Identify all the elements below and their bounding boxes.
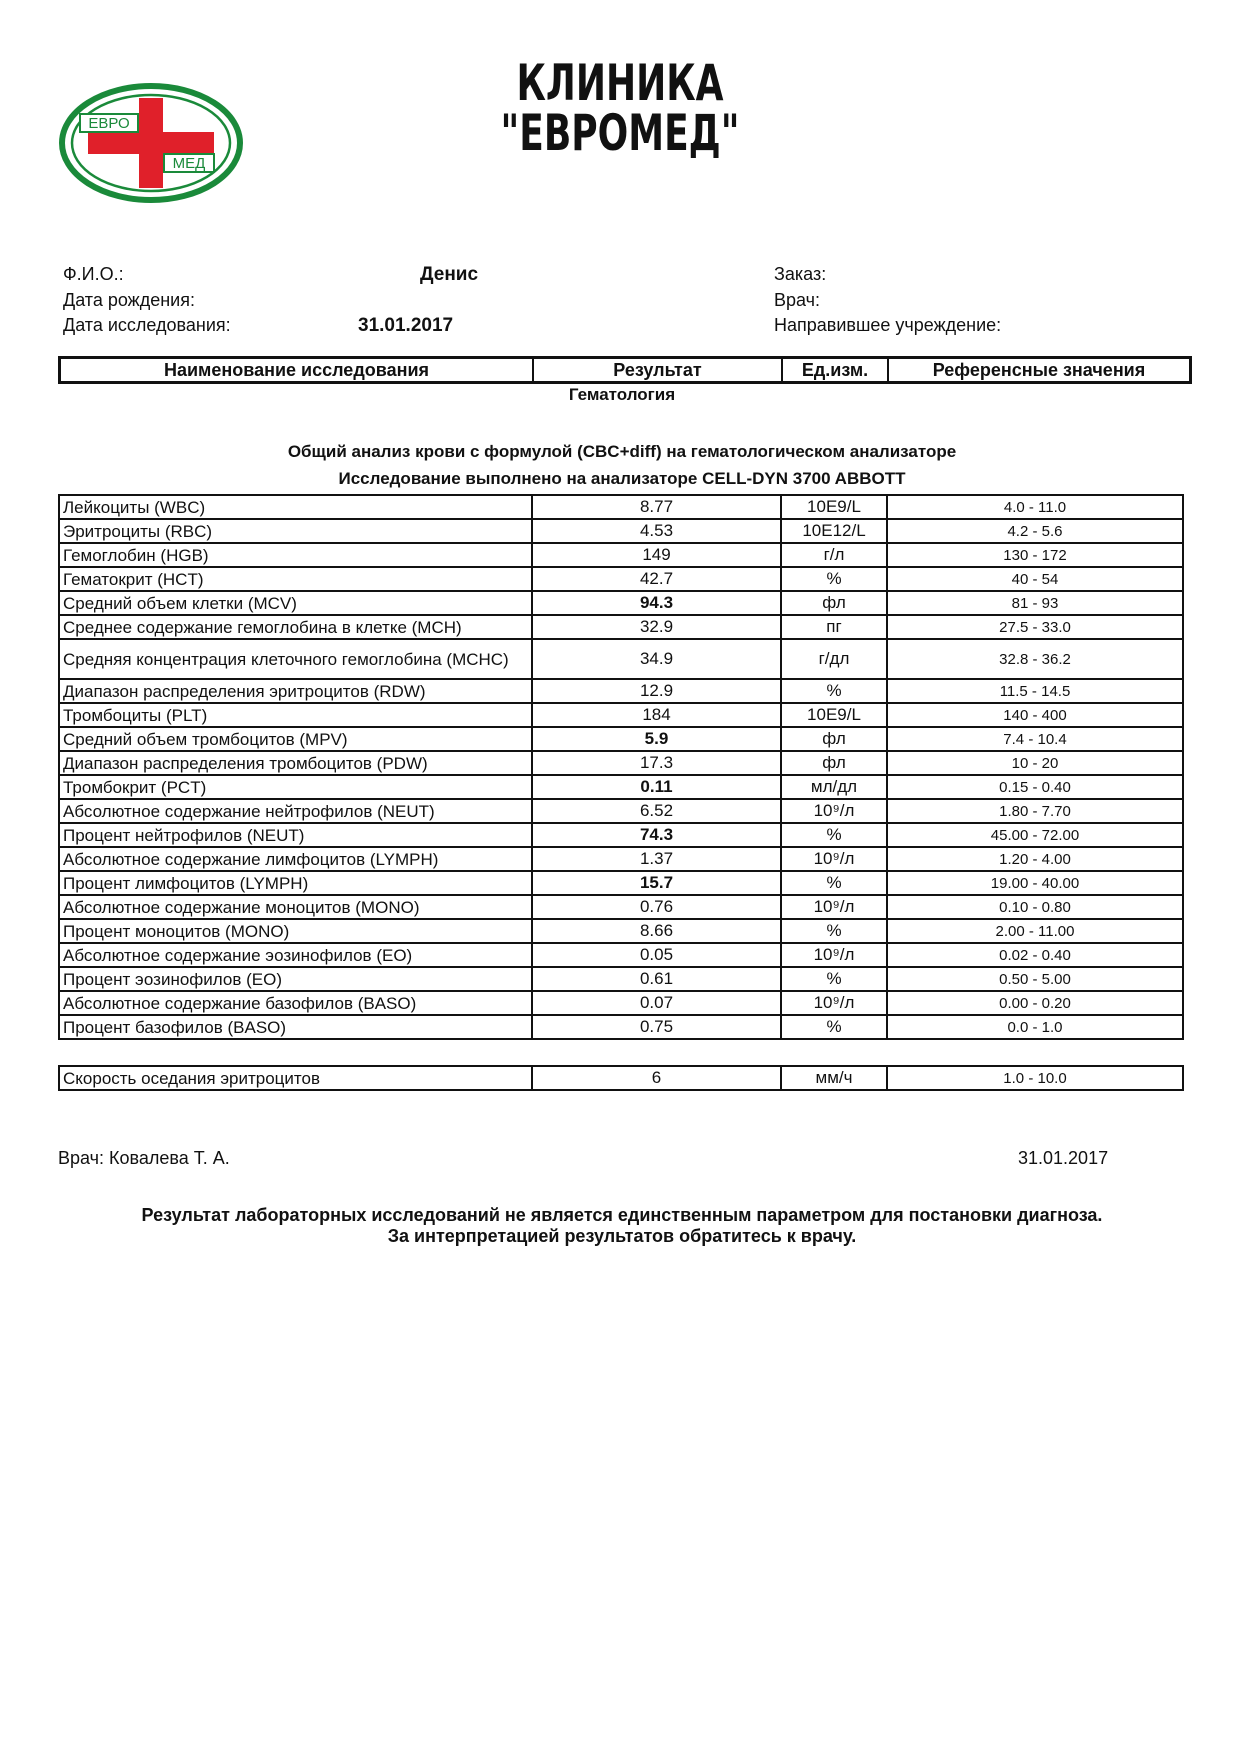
- test-result: 184: [532, 703, 781, 727]
- test-unit: фл: [781, 751, 887, 775]
- test-unit: 10⁹/л: [781, 847, 887, 871]
- results-table: [58, 494, 1184, 1040]
- disclaimer: [58, 1205, 1186, 1247]
- test-unit: %: [781, 1015, 887, 1039]
- clinic-title-line2: "ЕВРОМЕД": [500, 104, 740, 162]
- clinic-logo: [58, 82, 244, 204]
- logo-text-bottom: МЕД: [172, 155, 206, 172]
- section-title: Гематология: [568, 385, 676, 404]
- test-name: Абсолютное содержание базофилов (BASO): [59, 991, 532, 1015]
- esr-name: Скорость оседания эритроцитов: [59, 1066, 532, 1090]
- test-name: Процент эозинофилов (EO): [59, 967, 532, 991]
- test-unit: г/дл: [781, 639, 887, 679]
- table-row: [59, 727, 1183, 751]
- disclaimer-line2: За интерпретацией результатов обратитесь к врачу.: [387, 1226, 857, 1246]
- test-reference: 45.00 - 72.00: [887, 823, 1183, 847]
- test-name: Гематокрит (HCT): [59, 567, 532, 591]
- test-reference: 1.20 - 4.00: [887, 847, 1183, 871]
- table-row: [59, 1015, 1183, 1039]
- test-unit: %: [781, 967, 887, 991]
- test-reference: 0.50 - 5.00: [887, 967, 1183, 991]
- test-unit: г/л: [781, 543, 887, 567]
- test-name: Процент нейтрофилов (NEUT): [59, 823, 532, 847]
- test-reference: 0.10 - 0.80: [887, 895, 1183, 919]
- esr-row: [59, 1066, 1183, 1090]
- date-label: Дата исследования:: [63, 315, 231, 335]
- test-reference: 4.0 - 11.0: [887, 495, 1183, 519]
- test-result: 34.9: [532, 639, 781, 679]
- referrer-label: Направившее учреждение:: [774, 315, 1002, 335]
- signature-date: 31.01.2017: [1018, 1148, 1109, 1168]
- test-unit: %: [781, 919, 887, 943]
- test-result: 8.77: [532, 495, 781, 519]
- test-unit: 10⁹/л: [781, 991, 887, 1015]
- test-reference: 10 - 20: [887, 751, 1183, 775]
- test-name: Процент лимфоцитов (LYMPH): [59, 871, 532, 895]
- test-unit: %: [781, 567, 887, 591]
- test-result: 0.76: [532, 895, 781, 919]
- test-result: 0.05: [532, 943, 781, 967]
- test-reference: 7.4 - 10.4: [887, 727, 1183, 751]
- doctor-signature: Врач: Ковалева Т. А.: [58, 1148, 230, 1168]
- test-reference: 32.8 - 36.2: [887, 639, 1183, 679]
- test-unit: фл: [781, 591, 887, 615]
- test-unit: 10E9/L: [781, 703, 887, 727]
- table-header: [58, 356, 1192, 384]
- table-row: [59, 679, 1183, 703]
- test-result: 15.7: [532, 871, 781, 895]
- test-reference: 140 - 400: [887, 703, 1183, 727]
- test-unit: %: [781, 679, 887, 703]
- test-name: Процент моноцитов (MONO): [59, 919, 532, 943]
- test-name: Тромбокрит (PCT): [59, 775, 532, 799]
- table-row: [59, 639, 1183, 679]
- test-result: 74.3: [532, 823, 781, 847]
- test-name: Средняя концентрация клеточного гемоглобина (MCHC): [59, 639, 532, 679]
- esr-unit: мм/ч: [781, 1066, 887, 1090]
- test-unit: 10E12/L: [781, 519, 887, 543]
- table-row: [59, 615, 1183, 639]
- column-header-reference: Референсные значения: [932, 360, 1146, 380]
- test-unit: 10⁹/л: [781, 799, 887, 823]
- column-header-name: Наименование исследования: [61, 359, 534, 381]
- test-unit: пг: [781, 615, 887, 639]
- test-name: Абсолютное содержание нейтрофилов (NEUT): [59, 799, 532, 823]
- test-unit: мл/дл: [781, 775, 887, 799]
- table-row: [59, 495, 1183, 519]
- doctor-label: Врач:: [774, 290, 821, 310]
- test-name: Эритроциты (RBC): [59, 519, 532, 543]
- esr-table: [58, 1065, 1184, 1091]
- test-reference: 19.00 - 40.00: [887, 871, 1183, 895]
- test-result: 1.37: [532, 847, 781, 871]
- test-unit: 10⁹/л: [781, 895, 887, 919]
- test-name: Абсолютное содержание лимфоцитов (LYMPH): [59, 847, 532, 871]
- table-row: [59, 967, 1183, 991]
- table-row: [59, 591, 1183, 615]
- test-result: 5.9: [532, 727, 781, 751]
- test-result: 42.7: [532, 567, 781, 591]
- table-row: [59, 919, 1183, 943]
- test-unit: %: [781, 871, 887, 895]
- date-value: 31.01.2017: [358, 315, 454, 336]
- test-reference: 27.5 - 33.0: [887, 615, 1183, 639]
- test-reference: 2.00 - 11.00: [887, 919, 1183, 943]
- test-reference: 0.0 - 1.0: [887, 1015, 1183, 1039]
- order-label: Заказ:: [774, 264, 827, 284]
- test-reference: 1.80 - 7.70: [887, 799, 1183, 823]
- table-row: [59, 943, 1183, 967]
- test-name: Диапазон распределения эритроцитов (RDW): [59, 679, 532, 703]
- test-name: Абсолютное содержание моноцитов (MONO): [59, 895, 532, 919]
- table-row: [59, 775, 1183, 799]
- esr-reference: 1.0 - 10.0: [887, 1066, 1183, 1090]
- test-reference: 4.2 - 5.6: [887, 519, 1183, 543]
- clinic-title: [490, 54, 749, 162]
- esr-value: 6: [532, 1066, 781, 1090]
- birth-label: Дата рождения:: [63, 290, 195, 310]
- test-name: Абсолютное содержание эозинофилов (EO): [59, 943, 532, 967]
- test-unit: %: [781, 823, 887, 847]
- test-reference: 40 - 54: [887, 567, 1183, 591]
- test-reference: 81 - 93: [887, 591, 1183, 615]
- table-row: [59, 895, 1183, 919]
- fio-label: Ф.И.О.:: [63, 264, 124, 284]
- test-name: Процент базофилов (BASO): [59, 1015, 532, 1039]
- table-row: [59, 871, 1183, 895]
- test-name: Средний объем клетки (MCV): [59, 591, 532, 615]
- test-reference: 0.00 - 0.20: [887, 991, 1183, 1015]
- test-result: 17.3: [532, 751, 781, 775]
- test-result: 94.3: [532, 591, 781, 615]
- table-row: [59, 799, 1183, 823]
- test-result: 32.9: [532, 615, 781, 639]
- test-unit: 10E9/L: [781, 495, 887, 519]
- table-row: [59, 519, 1183, 543]
- table-row: [59, 703, 1183, 727]
- test-name: Лейкоциты (WBC): [59, 495, 532, 519]
- logo-text-top: ЕВРО: [88, 115, 130, 132]
- column-header-unit: Ед.изм.: [783, 359, 889, 381]
- analyzer-note: Исследование выполнено на анализаторе CELL-DYN 3700 ABBOTT: [338, 469, 906, 488]
- test-name: Средний объем тромбоцитов (MPV): [59, 727, 532, 751]
- test-name: Диапазон распределения тромбоцитов (PDW): [59, 751, 532, 775]
- test-result: 6.52: [532, 799, 781, 823]
- test-result: 0.11: [532, 775, 781, 799]
- test-name: Среднее содержание гемоглобина в клетке (MCH): [59, 615, 532, 639]
- test-result: 8.66: [532, 919, 781, 943]
- test-result: 0.07: [532, 991, 781, 1015]
- clinic-title-line1: КЛИНИКА: [516, 54, 724, 112]
- test-name: Тромбоциты (PLT): [59, 703, 532, 727]
- test-reference: 0.15 - 0.40: [887, 775, 1183, 799]
- test-result: 12.9: [532, 679, 781, 703]
- disclaimer-line1: Результат лабораторных исследований не является единственным параметром для постановки диагноза.: [141, 1205, 1103, 1225]
- test-reference: 11.5 - 14.5: [887, 679, 1183, 703]
- table-row: [59, 567, 1183, 591]
- test-unit: фл: [781, 727, 887, 751]
- test-result: 0.75: [532, 1015, 781, 1039]
- test-result: 149: [532, 543, 781, 567]
- table-row: [59, 823, 1183, 847]
- table-row: [59, 751, 1183, 775]
- column-header-result: Результат: [534, 359, 783, 381]
- table-row: [59, 847, 1183, 871]
- test-name: Гемоглобин (HGB): [59, 543, 532, 567]
- test-result: 0.61: [532, 967, 781, 991]
- test-unit: 10⁹/л: [781, 943, 887, 967]
- test-reference: 130 - 172: [887, 543, 1183, 567]
- test-reference: 0.02 - 0.40: [887, 943, 1183, 967]
- analysis-title: Общий анализ крови с формулой (CBC+diff) на гематологическом анализаторе: [287, 442, 957, 461]
- table-row: [59, 543, 1183, 567]
- test-result: 4.53: [532, 519, 781, 543]
- table-row: [59, 991, 1183, 1015]
- fio-value: Денис: [420, 264, 479, 285]
